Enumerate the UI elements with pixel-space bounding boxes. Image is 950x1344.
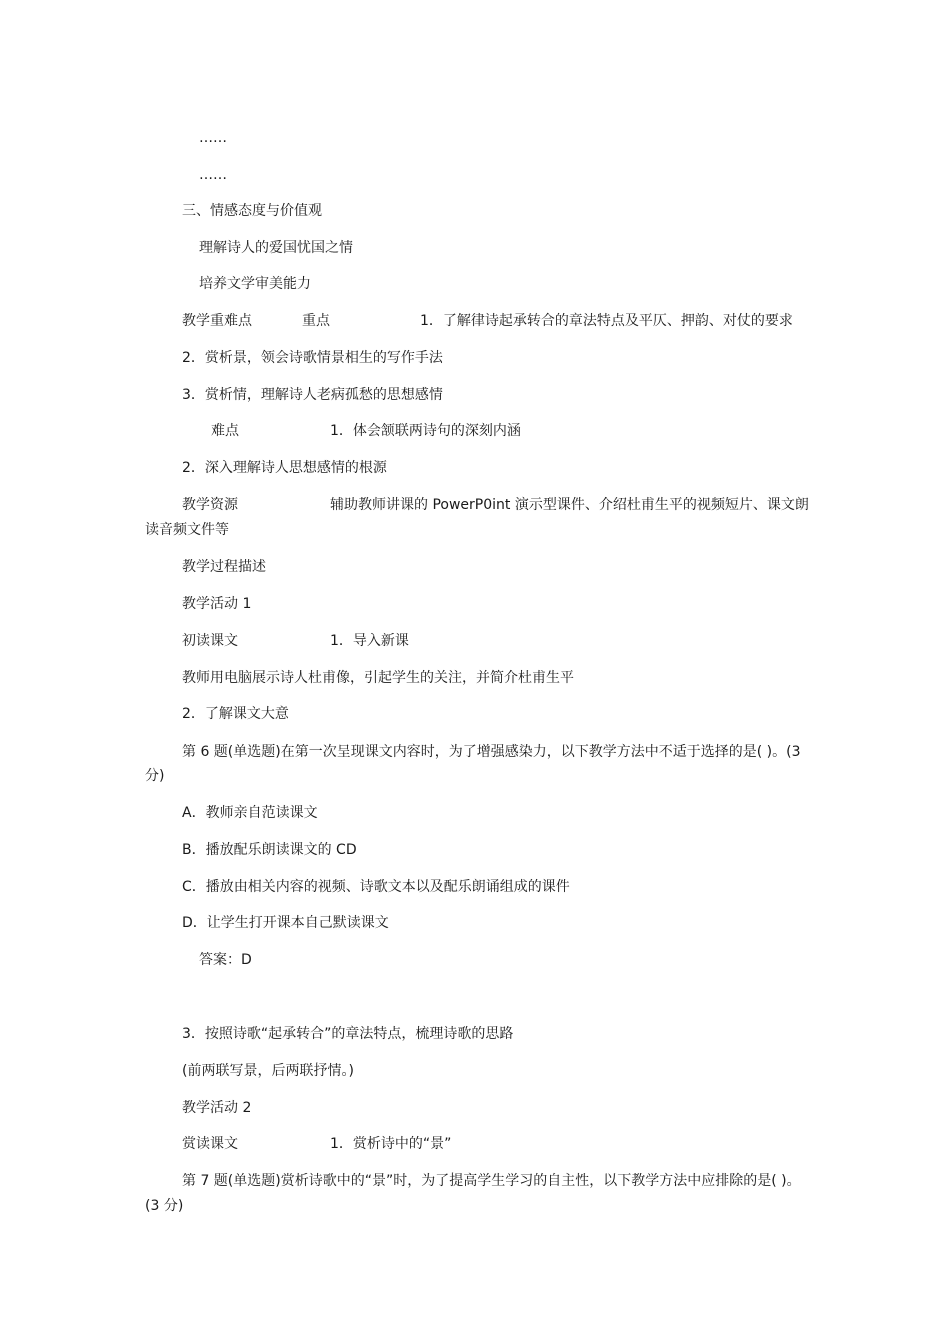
option-a: A．教师亲自范读课文	[182, 805, 318, 821]
body-text: 教师用电脑展示诗人杜甫像，引起学生的关注，并简介杜甫生平	[182, 670, 574, 686]
question-6-cont: 分)	[145, 768, 165, 784]
keypoint-item: 2．赏析景，领会诗歌情景相生的写作手法	[182, 350, 443, 366]
goal-line: 理解诗人的爱国忧国之情	[199, 240, 353, 256]
process-heading: 教学过程描述	[182, 559, 266, 575]
resources-label: 教学资源	[182, 497, 238, 513]
activity-heading: 教学活动 1	[182, 596, 252, 612]
body-text: 2．了解课文大意	[182, 706, 289, 722]
firstread-item: 1．导入新课	[330, 633, 409, 649]
activity-heading: 教学活动 2	[182, 1100, 252, 1116]
keypoint-item: 1．了解律诗起承转合的章法特点及平仄、押韵、对仗的要求	[420, 313, 793, 329]
ellipsis-line: ……	[199, 167, 227, 183]
answer-text: 答案：D	[199, 952, 252, 968]
goal-line: 培养文学审美能力	[199, 276, 311, 292]
firstread-label: 初读课文	[182, 633, 238, 649]
resources-text: 辅助教师讲课的 PowerP0int 演示型课件、介绍杜甫生平的视频短片、课文朗	[330, 497, 809, 513]
appreciate-item: 1．赏析诗中的“景”	[330, 1136, 452, 1152]
question-7-cont: (3 分)	[145, 1198, 184, 1214]
body-text: (前两联写景，后两联抒情。)	[182, 1063, 354, 1079]
keypoints-label: 教学重难点	[182, 313, 252, 329]
option-b: B．播放配乐朗读课文的 CD	[182, 842, 357, 858]
question-7: 第 7 题(单选题)赏析诗歌中的“景”时，为了提高学生学习的自主性，以下教学方法中应排除的是( )。	[182, 1173, 801, 1189]
ellipsis-line: ……	[199, 130, 227, 146]
section-heading: 三、情感态度与价值观	[182, 203, 322, 219]
appreciate-label: 赏读课文	[182, 1136, 238, 1152]
keypoint-item: 3．赏析情，理解诗人老病孤愁的思想感情	[182, 387, 443, 403]
option-d: D．让学生打开课本自己默读课文	[182, 915, 389, 931]
question-6: 第 6 题(单选题)在第一次呈现课文内容时，为了增强感染力，以下教学方法中不适于选择的是( )。(3	[182, 744, 801, 760]
difficult-label: 难点	[211, 423, 239, 439]
keypoints-sub: 重点	[302, 313, 330, 329]
resources-text: 读音频文件等	[145, 522, 229, 538]
difficult-item: 2．深入理解诗人思想感情的根源	[182, 460, 387, 476]
body-text: 3．按照诗歌“起承转合”的章法特点，梳理诗歌的思路	[182, 1026, 514, 1042]
option-c: C．播放由相关内容的视频、诗歌文本以及配乐朗诵组成的课件	[182, 879, 570, 895]
difficult-item: 1．体会颔联两诗句的深刻内涵	[330, 423, 521, 439]
